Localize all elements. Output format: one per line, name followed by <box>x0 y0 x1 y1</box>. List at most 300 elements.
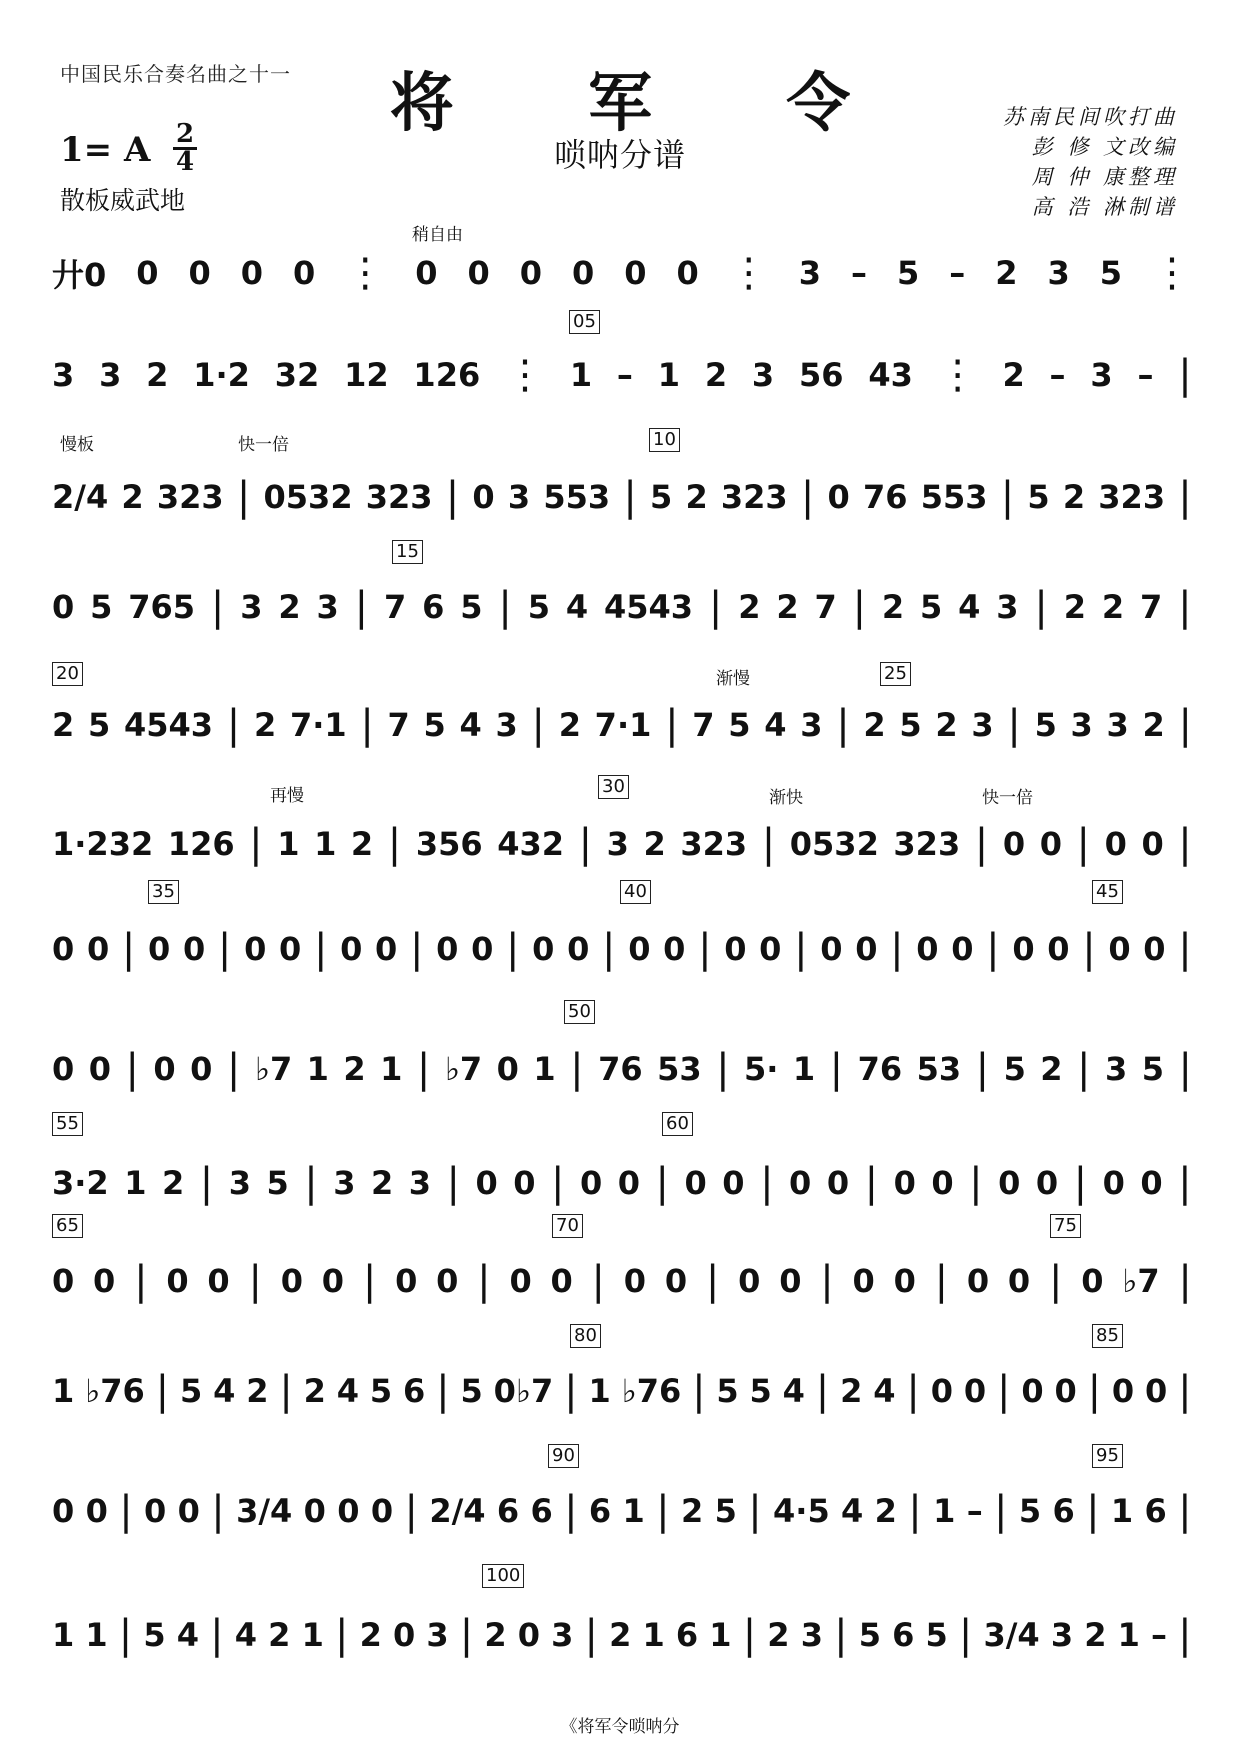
note-token: 5 <box>143 1616 166 1654</box>
barline: | <box>1178 352 1192 398</box>
note-token: ♭76 <box>85 1372 145 1410</box>
note-token: 0 <box>722 1164 745 1202</box>
note-token: 4 <box>764 706 787 744</box>
barline: | <box>313 926 328 972</box>
note-token: 0 <box>86 930 110 968</box>
note-token: 43 <box>868 356 913 394</box>
note-token: 2 <box>1040 1050 1063 1088</box>
barline: ⋮ <box>345 250 386 296</box>
barline: | <box>742 1612 757 1658</box>
barline: | <box>986 926 1000 972</box>
note-token: 0 <box>52 588 75 626</box>
notation-line <box>52 821 1192 867</box>
note-token: 6 <box>530 1492 553 1530</box>
note-token: 0 <box>303 1492 326 1530</box>
barline: | <box>890 926 904 972</box>
note-token: 0 <box>375 930 398 968</box>
note-token: 553 <box>920 478 988 516</box>
tempo-marking: 散板威武地 <box>60 186 186 215</box>
note-token: 1 <box>933 1492 956 1530</box>
barline: | <box>1178 584 1192 630</box>
note-token: 4 <box>459 706 482 744</box>
expression-mark: 渐快 <box>769 788 803 808</box>
note-token: 0 <box>1111 1372 1135 1410</box>
barline: | <box>1007 702 1021 748</box>
note-token: 323 <box>365 478 433 516</box>
expression-mark: 再慢 <box>270 786 304 806</box>
note-token: 3/4 <box>983 1616 1040 1654</box>
note-token: 4 <box>958 588 981 626</box>
note-token: ♭7 <box>254 1050 293 1088</box>
notation-line <box>52 250 1192 296</box>
note-token: 3 <box>1050 1616 1074 1654</box>
note-token: 2 <box>738 588 761 626</box>
note-token: 1 <box>1110 1492 1134 1530</box>
note-token: 0 <box>779 1262 802 1300</box>
note-token: 0 <box>1081 1262 1104 1300</box>
note-token: 2 <box>1062 478 1086 516</box>
note-token: 3 <box>507 478 531 516</box>
note-token: 5 <box>460 1372 483 1410</box>
note-token: 553 <box>543 478 611 516</box>
note-token: 323 <box>893 825 961 863</box>
note-token: 0 <box>188 254 211 292</box>
note-token: 6 <box>1052 1492 1075 1530</box>
barline: | <box>1178 1368 1192 1414</box>
bar-number: 30 <box>598 775 629 799</box>
note-token: 3 <box>1106 706 1129 744</box>
note-token: 0 <box>519 254 543 292</box>
note-token: 356 <box>415 825 483 863</box>
note-token: 4·5 <box>773 1492 830 1530</box>
note-token: 2 <box>776 588 799 626</box>
barline: | <box>199 1160 214 1206</box>
note-token: 1 <box>52 1372 75 1410</box>
note-token: ♭7 <box>444 1050 483 1088</box>
note-token: 6 <box>892 1616 915 1654</box>
note-token: 32 <box>274 356 320 394</box>
note-token: 5 <box>179 1372 203 1410</box>
note-token: 3 <box>800 1616 823 1654</box>
note-token: 0 <box>513 1164 536 1202</box>
credit-line: 周 仲 康整理 <box>1031 165 1178 189</box>
note-token: 2 <box>863 706 886 744</box>
barline: | <box>1076 821 1091 867</box>
note-token: 3 <box>99 356 122 394</box>
barline: | <box>1073 1160 1088 1206</box>
barline: | <box>1178 1046 1192 1092</box>
note-token: 1·2 <box>193 356 250 394</box>
note-token: 3 <box>971 706 994 744</box>
barline: | <box>969 1160 983 1206</box>
note-token: 0 <box>738 1262 761 1300</box>
note-token: 0532 <box>263 478 353 516</box>
barline: | <box>748 1488 762 1534</box>
barline: | <box>761 821 776 867</box>
note-token: 2 <box>246 1372 269 1410</box>
barline: | <box>404 1488 418 1534</box>
barline: | <box>334 1612 349 1658</box>
barline: | <box>506 926 520 972</box>
barline: | <box>1178 1258 1192 1304</box>
barline: | <box>958 1612 973 1658</box>
barline: | <box>1178 1160 1192 1206</box>
credit-line: 彭 修 文改编 <box>1031 135 1178 159</box>
note-token: 1 <box>642 1616 665 1654</box>
note-token: 0 <box>1002 825 1026 863</box>
note-token: 5 <box>925 1616 948 1654</box>
note-token: 3 <box>1090 356 1113 394</box>
barline: | <box>125 1046 139 1092</box>
note-token: 4543 <box>603 588 693 626</box>
note-token: 0 <box>517 1616 540 1654</box>
barline: | <box>155 1368 170 1414</box>
note-token: 2/4 <box>429 1492 486 1530</box>
note-token: 5 <box>460 588 483 626</box>
barline: | <box>210 1612 224 1658</box>
barline: | <box>1082 926 1096 972</box>
note-token: 0 <box>572 254 595 292</box>
note-token: 0 <box>1012 930 1035 968</box>
note-token: 0 <box>724 930 747 968</box>
note-token: 0 <box>567 930 590 968</box>
note-token: 0 <box>1141 825 1164 863</box>
barline: | <box>698 926 712 972</box>
barline: | <box>409 926 424 972</box>
note-token: 2 <box>558 706 581 744</box>
note-token: 7 <box>814 588 837 626</box>
bar-number: 40 <box>620 880 651 904</box>
note-token: 0 <box>966 1262 990 1300</box>
note-token: 廾0 <box>52 256 107 294</box>
barline: | <box>820 1258 834 1304</box>
note-token: 4 <box>565 588 589 626</box>
barline: | <box>445 474 460 520</box>
bar-number: 25 <box>880 662 911 686</box>
note-token: 2 <box>767 1616 790 1654</box>
note-token: 5 <box>858 1616 881 1654</box>
note-token: – <box>949 254 966 292</box>
note-token: 2 <box>1063 588 1087 626</box>
note-token: 2 <box>685 478 708 516</box>
note-token: 6 <box>496 1492 520 1530</box>
note-token: 3 <box>316 588 339 626</box>
bar-number: 20 <box>52 662 83 686</box>
note-token: 0 <box>930 1372 953 1410</box>
note-token: 0 <box>1140 1164 1163 1202</box>
barline: | <box>1000 474 1015 520</box>
note-token: 56 <box>798 356 844 394</box>
note-token: 3 <box>495 706 518 744</box>
note-token: 5 <box>90 588 113 626</box>
note-token: 0532 <box>789 825 879 863</box>
note-token: 0 <box>820 930 843 968</box>
score-system-2 <box>52 310 1192 400</box>
note-token: 4543 <box>123 706 214 744</box>
note-token: 3 <box>996 588 1019 626</box>
barline: | <box>570 1046 584 1092</box>
note-token: 0 <box>207 1262 230 1300</box>
bar-number: 100 <box>482 1564 524 1588</box>
notation-line <box>52 1488 1192 1534</box>
barline: | <box>800 474 815 520</box>
note-token: 5 <box>716 1372 739 1410</box>
barline: ⋮ <box>505 352 546 398</box>
barline: | <box>226 1046 241 1092</box>
barline: | <box>996 1368 1011 1414</box>
barline: | <box>708 584 723 630</box>
note-token: 0 <box>663 930 686 968</box>
note-token: 0 <box>321 1262 345 1300</box>
note-token: 0 <box>1104 825 1127 863</box>
note-token: 2 <box>704 356 728 394</box>
bar-number: 35 <box>148 880 179 904</box>
barline: | <box>1178 1488 1192 1534</box>
note-token: 5 <box>896 254 920 292</box>
note-token: 0 <box>550 1262 573 1300</box>
bar-number: 75 <box>1050 1214 1081 1238</box>
barline: ⋮ <box>1151 250 1192 296</box>
note-token: 2 <box>359 1616 382 1654</box>
note-token: 3/4 <box>236 1492 293 1530</box>
note-token: 323 <box>1098 478 1166 516</box>
barline: | <box>852 584 867 630</box>
barline: | <box>906 1368 920 1414</box>
note-token: 5 <box>1034 706 1057 744</box>
note-token: – <box>616 356 633 394</box>
barline: | <box>692 1368 706 1414</box>
bar-number: 70 <box>552 1214 583 1238</box>
note-token: 3 <box>551 1616 574 1654</box>
bar-number: 80 <box>570 1324 601 1348</box>
note-token: 2 <box>1002 356 1025 394</box>
time-signature-bottom: 4 <box>175 147 195 177</box>
barline: | <box>446 1160 460 1206</box>
barline: | <box>655 1160 670 1206</box>
notation-line <box>52 1160 1192 1206</box>
note-token: 4 <box>336 1372 360 1410</box>
note-token: 2 <box>680 1492 704 1530</box>
note-token: 0 <box>759 930 782 968</box>
note-token: 0 <box>509 1262 532 1300</box>
note-token: 5 <box>87 706 111 744</box>
note-token: 0 <box>893 1164 916 1202</box>
series-label: 中国民乐合奏名曲之十一 <box>60 62 291 86</box>
note-token: 2 <box>350 825 374 863</box>
note-token: 0 <box>496 1050 519 1088</box>
note-token: 5 <box>369 1372 393 1410</box>
note-token: 2 <box>1101 588 1125 626</box>
barline: | <box>459 1612 474 1658</box>
note-token: 0 <box>852 1262 875 1300</box>
barline: | <box>1178 702 1192 748</box>
barline: | <box>118 1612 133 1658</box>
note-token: 0 <box>916 930 939 968</box>
barline: | <box>498 584 512 630</box>
note-token: – <box>1150 1616 1167 1654</box>
note-token: 53 <box>657 1050 702 1088</box>
bar-number: 55 <box>52 1112 83 1136</box>
note-token: 2 <box>935 706 958 744</box>
note-token: 5 <box>714 1492 737 1530</box>
notation-line <box>52 352 1192 398</box>
barline: | <box>975 1046 990 1092</box>
barline: | <box>602 926 616 972</box>
score-system-8 <box>52 1000 1192 1090</box>
note-token: 2 <box>253 706 277 744</box>
note-token: 0 <box>472 478 495 516</box>
note-token: 323 <box>156 478 224 516</box>
note-token: 126 <box>413 356 481 394</box>
note-token: 0 <box>623 1262 647 1300</box>
score-system-4 <box>52 540 1192 630</box>
note-token: 0 <box>52 1262 75 1300</box>
note-token: 2 <box>1084 1616 1107 1654</box>
note-token: 1 <box>792 1050 816 1088</box>
score-system-9 <box>52 1112 1192 1206</box>
note-token: 0♭7 <box>493 1372 554 1410</box>
note-token: 1 <box>709 1616 732 1654</box>
note-token: 3 <box>52 356 75 394</box>
barline: | <box>248 1258 262 1304</box>
note-token: 2 <box>161 1164 185 1202</box>
notation-line <box>52 1046 1192 1092</box>
note-token: 76 <box>863 478 908 516</box>
barline: | <box>1086 1488 1100 1534</box>
barline: | <box>1087 1368 1102 1414</box>
barline: | <box>531 702 545 748</box>
note-token: 432 <box>497 825 564 863</box>
barline: | <box>584 1612 598 1658</box>
barline: | <box>1077 1046 1091 1092</box>
time-signature <box>172 119 198 177</box>
note-token: 0 <box>244 930 267 968</box>
time-signature-top: 2 <box>175 119 195 149</box>
expression-mark: 慢板 <box>60 435 94 455</box>
note-token: 1 <box>380 1050 403 1088</box>
barline: | <box>121 926 136 972</box>
barline: | <box>815 1368 830 1414</box>
barline: | <box>226 702 241 748</box>
note-token: 4 <box>213 1372 236 1410</box>
note-token: 3 <box>228 1164 251 1202</box>
barline: | <box>119 1488 133 1534</box>
barline: | <box>578 821 593 867</box>
note-token: 53 <box>916 1050 962 1088</box>
note-token: 0 <box>436 930 459 968</box>
page-title: 将 军 令 <box>389 66 907 141</box>
note-token: 6 <box>675 1616 699 1654</box>
note-token: 2/4 <box>52 478 109 516</box>
barline: | <box>705 1258 720 1304</box>
barline: | <box>1178 821 1192 867</box>
note-token: 0 <box>436 1262 459 1300</box>
note-token: 1 <box>622 1492 645 1530</box>
notation-line <box>52 1612 1192 1658</box>
barline: | <box>716 1046 730 1092</box>
note-token: 0 <box>1007 1262 1031 1300</box>
note-token: 1 <box>85 1616 108 1654</box>
note-token: 2 <box>303 1372 326 1410</box>
note-token: 6 <box>403 1372 426 1410</box>
barline: | <box>1178 474 1192 520</box>
note-token: 0 <box>475 1164 498 1202</box>
note-token: 0 <box>471 930 494 968</box>
barline: | <box>1178 1612 1192 1658</box>
note-token: 323 <box>680 825 748 863</box>
note-token: 0 <box>628 930 651 968</box>
score-system-5 <box>52 662 1192 752</box>
note-token: 1 <box>301 1616 324 1654</box>
barline: | <box>477 1258 491 1304</box>
note-token: 0 <box>1102 1164 1125 1202</box>
note-token: 2 <box>881 588 905 626</box>
bar-number: 60 <box>662 1112 693 1136</box>
note-token: 5· <box>744 1050 779 1088</box>
note-token: 2 <box>840 1372 863 1410</box>
barline: | <box>249 821 263 867</box>
note-token: 7·1 <box>289 706 347 744</box>
note-token: 0 <box>293 254 316 292</box>
note-token: 0 <box>240 254 264 292</box>
note-token: 0 <box>624 254 647 292</box>
score-system-6 <box>52 775 1192 865</box>
notation-line <box>52 926 1192 972</box>
note-token: 2 <box>609 1616 632 1654</box>
note-token: 0 <box>279 930 302 968</box>
note-token: 6 <box>1144 1492 1167 1530</box>
note-token: 12 <box>344 356 389 394</box>
note-token: 0 <box>1035 1164 1059 1202</box>
barline: | <box>134 1258 148 1304</box>
notation-line <box>52 474 1192 520</box>
note-token: 0 <box>580 1164 603 1202</box>
note-token: 5 <box>423 706 446 744</box>
note-token: 2 <box>874 1492 897 1530</box>
note-token: 0 <box>1145 1372 1168 1410</box>
note-token: 5 <box>1027 478 1050 516</box>
note-token: 0 <box>392 1616 416 1654</box>
note-token: 7 <box>1140 588 1163 626</box>
note-token: 2 <box>1142 706 1165 744</box>
note-token: 323 <box>720 478 788 516</box>
bar-number: 90 <box>548 1444 579 1468</box>
note-token: 0 <box>684 1164 707 1202</box>
score-system-3 <box>52 428 1192 518</box>
barline: | <box>656 1488 670 1534</box>
note-token: 76 <box>857 1050 903 1088</box>
bar-number: 85 <box>1092 1324 1123 1348</box>
note-token: 4 <box>782 1372 805 1410</box>
note-token: 0 <box>664 1262 688 1300</box>
note-token: 4 <box>234 1616 258 1654</box>
barline: | <box>360 702 374 748</box>
note-token: 2 <box>268 1616 291 1654</box>
barline: | <box>591 1258 606 1304</box>
note-token: 1 <box>277 825 300 863</box>
note-token: 2 <box>343 1050 366 1088</box>
note-token: 7 <box>383 588 407 626</box>
note-token: 0 <box>148 930 171 968</box>
note-token: 0 <box>855 930 878 968</box>
note-token: 0 <box>395 1262 418 1300</box>
bar-number: 05 <box>569 310 600 334</box>
note-token: 2 <box>484 1616 507 1654</box>
note-token: 1 <box>1117 1616 1140 1654</box>
note-token: 0 <box>826 1164 850 1202</box>
barline: | <box>834 1612 848 1658</box>
note-token: 0 <box>1021 1372 1044 1410</box>
